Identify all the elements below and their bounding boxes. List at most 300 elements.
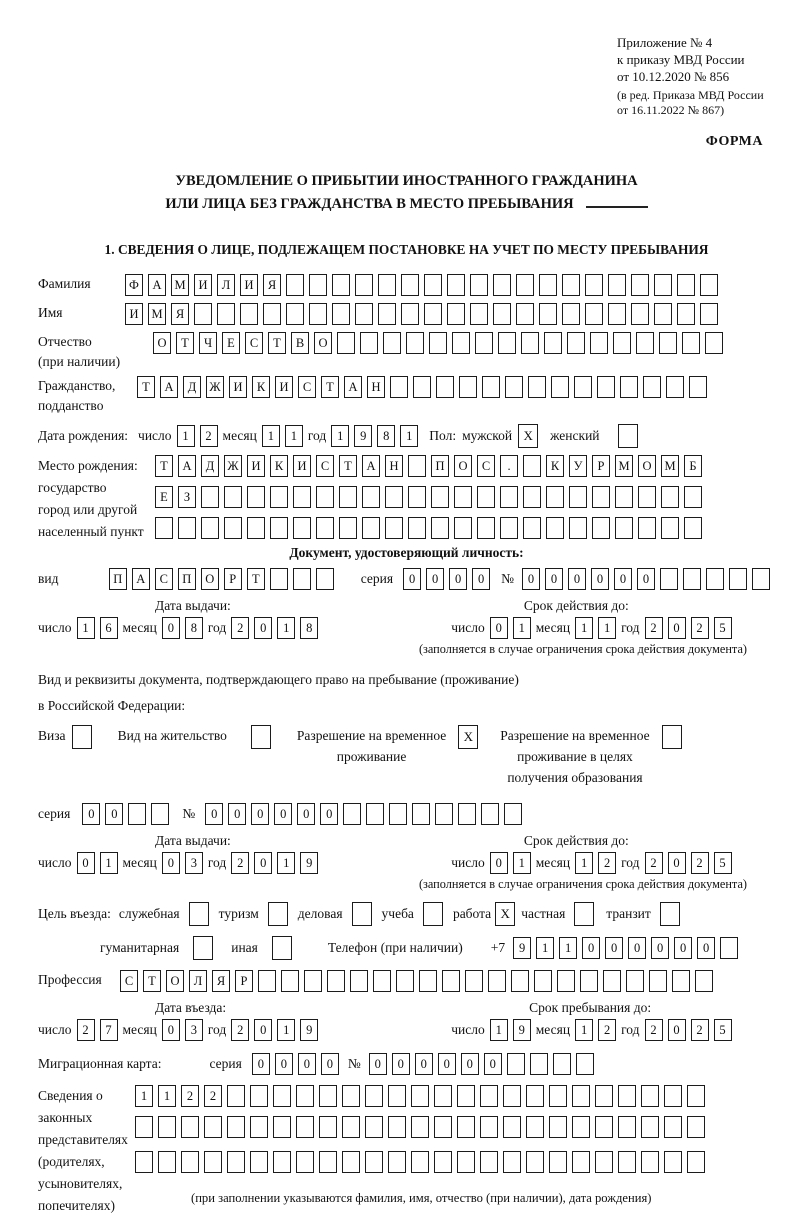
char-cell[interactable]: [227, 1151, 245, 1173]
char-cell[interactable]: [700, 274, 718, 296]
char-cell[interactable]: М: [661, 455, 679, 477]
char-cell[interactable]: 0: [674, 937, 692, 959]
char-cell[interactable]: [135, 1151, 153, 1173]
char-cell[interactable]: 0: [205, 803, 223, 825]
char-cell[interactable]: [423, 902, 443, 926]
char-cell[interactable]: 1: [277, 1019, 295, 1041]
char-cell[interactable]: [293, 568, 311, 590]
char-cell[interactable]: 0: [105, 803, 123, 825]
private-checkbox[interactable]: [574, 902, 594, 926]
char-cell[interactable]: [263, 303, 281, 325]
char-cell[interactable]: 2: [691, 852, 709, 874]
char-cell[interactable]: [352, 902, 372, 926]
char-cell[interactable]: Е: [155, 486, 173, 508]
char-cell[interactable]: [457, 1151, 475, 1173]
char-cell[interactable]: [273, 1151, 291, 1173]
char-cell[interactable]: [615, 486, 633, 508]
char-cell[interactable]: [419, 970, 437, 992]
char-cell[interactable]: [378, 303, 396, 325]
char-cell[interactable]: Д: [183, 376, 201, 398]
char-cell[interactable]: [636, 332, 654, 354]
char-cell[interactable]: [201, 517, 219, 539]
char-cell[interactable]: 1: [513, 852, 531, 874]
char-cell[interactable]: [480, 1085, 498, 1107]
char-cell[interactable]: [365, 1151, 383, 1173]
char-cell[interactable]: 0: [403, 568, 421, 590]
char-cell[interactable]: А: [132, 568, 150, 590]
char-cell[interactable]: [337, 332, 355, 354]
char-cell[interactable]: [459, 376, 477, 398]
char-cell[interactable]: [500, 486, 518, 508]
char-cell[interactable]: 2: [691, 617, 709, 639]
char-cell[interactable]: 1: [100, 852, 118, 874]
char-cell[interactable]: 0: [298, 1053, 316, 1075]
char-cell[interactable]: 2: [598, 1019, 616, 1041]
char-cell[interactable]: [270, 486, 288, 508]
char-cell[interactable]: Я: [263, 274, 281, 296]
char-cell[interactable]: З: [178, 486, 196, 508]
official-checkbox[interactable]: [189, 902, 209, 926]
char-cell[interactable]: [247, 517, 265, 539]
char-cell[interactable]: [729, 568, 747, 590]
char-cell[interactable]: [705, 332, 723, 354]
char-cell[interactable]: Я: [171, 303, 189, 325]
char-cell[interactable]: Т: [268, 332, 286, 354]
char-cell[interactable]: 2: [77, 1019, 95, 1041]
char-cell[interactable]: К: [270, 455, 288, 477]
char-cell[interactable]: О: [153, 332, 171, 354]
char-cell[interactable]: [155, 517, 173, 539]
char-cell[interactable]: 0: [369, 1053, 387, 1075]
char-cell[interactable]: [339, 517, 357, 539]
char-cell[interactable]: [654, 274, 672, 296]
char-cell[interactable]: 2: [231, 617, 249, 639]
char-cell[interactable]: [569, 486, 587, 508]
char-cell[interactable]: [551, 376, 569, 398]
char-cell[interactable]: 2: [645, 852, 663, 874]
char-cell[interactable]: [342, 1085, 360, 1107]
char-cell[interactable]: [270, 517, 288, 539]
char-cell[interactable]: [470, 303, 488, 325]
char-cell[interactable]: 0: [254, 852, 272, 874]
char-cell[interactable]: [507, 1053, 525, 1075]
char-cell[interactable]: 0: [162, 852, 180, 874]
char-cell[interactable]: 0: [321, 1053, 339, 1075]
char-cell[interactable]: [465, 970, 483, 992]
char-cell[interactable]: [189, 902, 209, 926]
char-cell[interactable]: [411, 1151, 429, 1173]
char-cell[interactable]: [672, 970, 690, 992]
char-cell[interactable]: [649, 970, 667, 992]
char-cell[interactable]: О: [201, 568, 219, 590]
char-cell[interactable]: [72, 725, 92, 749]
char-cell[interactable]: 2: [231, 1019, 249, 1041]
char-cell[interactable]: [332, 274, 350, 296]
char-cell[interactable]: А: [160, 376, 178, 398]
char-cell[interactable]: [684, 517, 702, 539]
char-cell[interactable]: [523, 455, 541, 477]
char-cell[interactable]: [424, 303, 442, 325]
char-cell[interactable]: [411, 1085, 429, 1107]
char-cell[interactable]: [343, 803, 361, 825]
business-checkbox[interactable]: [352, 902, 372, 926]
char-cell[interactable]: Р: [235, 970, 253, 992]
char-cell[interactable]: [339, 486, 357, 508]
char-cell[interactable]: [595, 1151, 613, 1173]
char-cell[interactable]: 0: [274, 803, 292, 825]
char-cell[interactable]: 0: [392, 1053, 410, 1075]
char-cell[interactable]: [580, 970, 598, 992]
char-cell[interactable]: [178, 517, 196, 539]
char-cell[interactable]: [549, 1116, 567, 1138]
char-cell[interactable]: П: [178, 568, 196, 590]
char-cell[interactable]: [700, 303, 718, 325]
char-cell[interactable]: С: [298, 376, 316, 398]
char-cell[interactable]: [595, 1085, 613, 1107]
char-cell[interactable]: [503, 1116, 521, 1138]
char-cell[interactable]: [342, 1151, 360, 1173]
char-cell[interactable]: 2: [645, 1019, 663, 1041]
char-cell[interactable]: С: [316, 455, 334, 477]
char-cell[interactable]: [201, 486, 219, 508]
char-cell[interactable]: 1: [135, 1085, 153, 1107]
char-cell[interactable]: [350, 970, 368, 992]
char-cell[interactable]: [293, 517, 311, 539]
char-cell[interactable]: [385, 517, 403, 539]
char-cell[interactable]: [293, 486, 311, 508]
char-cell[interactable]: [516, 274, 534, 296]
char-cell[interactable]: [475, 332, 493, 354]
char-cell[interactable]: [493, 303, 511, 325]
char-cell[interactable]: [458, 803, 476, 825]
char-cell[interactable]: [296, 1085, 314, 1107]
char-cell[interactable]: 1: [285, 425, 303, 447]
char-cell[interactable]: [309, 274, 327, 296]
char-cell[interactable]: [457, 1085, 475, 1107]
char-cell[interactable]: С: [245, 332, 263, 354]
char-cell[interactable]: А: [344, 376, 362, 398]
char-cell[interactable]: О: [166, 970, 184, 992]
tourism-checkbox[interactable]: [268, 902, 288, 926]
char-cell[interactable]: [342, 1116, 360, 1138]
char-cell[interactable]: Т: [155, 455, 173, 477]
char-cell[interactable]: 2: [691, 1019, 709, 1041]
char-cell[interactable]: X: [495, 902, 515, 926]
char-cell[interactable]: [286, 303, 304, 325]
residence-permit-checkbox[interactable]: [251, 725, 271, 749]
char-cell[interactable]: 0: [275, 1053, 293, 1075]
char-cell[interactable]: [272, 936, 292, 960]
char-cell[interactable]: И: [125, 303, 143, 325]
char-cell[interactable]: 0: [449, 568, 467, 590]
char-cell[interactable]: [481, 803, 499, 825]
char-cell[interactable]: [128, 803, 146, 825]
char-cell[interactable]: 0: [415, 1053, 433, 1075]
char-cell[interactable]: X: [518, 424, 538, 448]
char-cell[interactable]: [482, 376, 500, 398]
char-cell[interactable]: [613, 332, 631, 354]
char-cell[interactable]: У: [569, 455, 587, 477]
char-cell[interactable]: [424, 274, 442, 296]
char-cell[interactable]: [396, 970, 414, 992]
char-cell[interactable]: [618, 1085, 636, 1107]
char-cell[interactable]: [204, 1116, 222, 1138]
char-cell[interactable]: [683, 568, 701, 590]
char-cell[interactable]: [664, 1151, 682, 1173]
char-cell[interactable]: И: [194, 274, 212, 296]
char-cell[interactable]: [477, 517, 495, 539]
char-cell[interactable]: [654, 303, 672, 325]
edu-permit-checkbox[interactable]: [662, 725, 682, 749]
char-cell[interactable]: [631, 303, 649, 325]
char-cell[interactable]: 2: [181, 1085, 199, 1107]
char-cell[interactable]: [608, 274, 626, 296]
char-cell[interactable]: М: [171, 274, 189, 296]
char-cell[interactable]: 2: [204, 1085, 222, 1107]
char-cell[interactable]: Т: [137, 376, 155, 398]
char-cell[interactable]: [498, 332, 516, 354]
char-cell[interactable]: [224, 517, 242, 539]
char-cell[interactable]: [546, 486, 564, 508]
char-cell[interactable]: 1: [262, 425, 280, 447]
char-cell[interactable]: 0: [605, 937, 623, 959]
char-cell[interactable]: [366, 803, 384, 825]
char-cell[interactable]: X: [458, 725, 478, 749]
char-cell[interactable]: [500, 517, 518, 539]
char-cell[interactable]: [251, 725, 271, 749]
char-cell[interactable]: [539, 303, 557, 325]
char-cell[interactable]: 0: [484, 1053, 502, 1075]
char-cell[interactable]: [641, 1116, 659, 1138]
char-cell[interactable]: [408, 517, 426, 539]
char-cell[interactable]: [544, 332, 562, 354]
char-cell[interactable]: [296, 1151, 314, 1173]
char-cell[interactable]: [505, 376, 523, 398]
char-cell[interactable]: 0: [697, 937, 715, 959]
char-cell[interactable]: [355, 274, 373, 296]
char-cell[interactable]: 1: [598, 617, 616, 639]
humanitarian-checkbox[interactable]: [193, 936, 213, 960]
char-cell[interactable]: [488, 970, 506, 992]
char-cell[interactable]: 1: [575, 852, 593, 874]
char-cell[interactable]: [194, 303, 212, 325]
char-cell[interactable]: [151, 803, 169, 825]
char-cell[interactable]: А: [148, 274, 166, 296]
char-cell[interactable]: 0: [228, 803, 246, 825]
char-cell[interactable]: [480, 1116, 498, 1138]
char-cell[interactable]: [158, 1116, 176, 1138]
char-cell[interactable]: [412, 803, 430, 825]
char-cell[interactable]: Т: [143, 970, 161, 992]
char-cell[interactable]: [319, 1151, 337, 1173]
char-cell[interactable]: 1: [536, 937, 554, 959]
work-checkbox[interactable]: [495, 902, 515, 926]
temp-permit-checkbox[interactable]: [458, 725, 478, 749]
char-cell[interactable]: 3: [185, 1019, 203, 1041]
char-cell[interactable]: [388, 1116, 406, 1138]
char-cell[interactable]: [752, 568, 770, 590]
char-cell[interactable]: [250, 1151, 268, 1173]
char-cell[interactable]: [365, 1085, 383, 1107]
char-cell[interactable]: [523, 517, 541, 539]
char-cell[interactable]: [526, 1116, 544, 1138]
char-cell[interactable]: [684, 486, 702, 508]
char-cell[interactable]: [530, 1053, 548, 1075]
char-cell[interactable]: [608, 303, 626, 325]
char-cell[interactable]: [664, 1085, 682, 1107]
other-checkbox[interactable]: [272, 936, 292, 960]
char-cell[interactable]: О: [454, 455, 472, 477]
char-cell[interactable]: 0: [614, 568, 632, 590]
char-cell[interactable]: 0: [490, 852, 508, 874]
char-cell[interactable]: 1: [513, 617, 531, 639]
char-cell[interactable]: 0: [472, 568, 490, 590]
char-cell[interactable]: [477, 486, 495, 508]
char-cell[interactable]: 9: [513, 1019, 531, 1041]
char-cell[interactable]: [618, 1151, 636, 1173]
transit-checkbox[interactable]: [660, 902, 680, 926]
char-cell[interactable]: [250, 1085, 268, 1107]
char-cell[interactable]: Я: [212, 970, 230, 992]
char-cell[interactable]: [706, 568, 724, 590]
char-cell[interactable]: [454, 517, 472, 539]
char-cell[interactable]: [549, 1085, 567, 1107]
char-cell[interactable]: [447, 303, 465, 325]
char-cell[interactable]: Ж: [206, 376, 224, 398]
char-cell[interactable]: 0: [522, 568, 540, 590]
char-cell[interactable]: [689, 376, 707, 398]
char-cell[interactable]: [434, 1085, 452, 1107]
char-cell[interactable]: [388, 1151, 406, 1173]
char-cell[interactable]: [327, 970, 345, 992]
char-cell[interactable]: [316, 486, 334, 508]
char-cell[interactable]: [618, 1116, 636, 1138]
char-cell[interactable]: [638, 517, 656, 539]
char-cell[interactable]: И: [275, 376, 293, 398]
char-cell[interactable]: Т: [176, 332, 194, 354]
visa-checkbox[interactable]: [72, 725, 92, 749]
char-cell[interactable]: [355, 303, 373, 325]
char-cell[interactable]: [661, 517, 679, 539]
char-cell[interactable]: [615, 517, 633, 539]
char-cell[interactable]: 1: [77, 617, 95, 639]
char-cell[interactable]: [181, 1116, 199, 1138]
char-cell[interactable]: [626, 970, 644, 992]
char-cell[interactable]: 6: [100, 617, 118, 639]
char-cell[interactable]: [319, 1085, 337, 1107]
char-cell[interactable]: [273, 1085, 291, 1107]
char-cell[interactable]: [362, 517, 380, 539]
char-cell[interactable]: 9: [300, 1019, 318, 1041]
char-cell[interactable]: [389, 803, 407, 825]
char-cell[interactable]: [401, 274, 419, 296]
char-cell[interactable]: 1: [400, 425, 418, 447]
char-cell[interactable]: 9: [354, 425, 372, 447]
char-cell[interactable]: [562, 303, 580, 325]
char-cell[interactable]: [270, 568, 288, 590]
char-cell[interactable]: 2: [200, 425, 218, 447]
char-cell[interactable]: [503, 1085, 521, 1107]
char-cell[interactable]: [585, 303, 603, 325]
char-cell[interactable]: [557, 970, 575, 992]
char-cell[interactable]: 8: [300, 617, 318, 639]
char-cell[interactable]: 0: [490, 617, 508, 639]
char-cell[interactable]: 0: [254, 1019, 272, 1041]
char-cell[interactable]: [660, 902, 680, 926]
char-cell[interactable]: [592, 517, 610, 539]
char-cell[interactable]: 3: [185, 852, 203, 874]
char-cell[interactable]: [659, 332, 677, 354]
char-cell[interactable]: Т: [339, 455, 357, 477]
char-cell[interactable]: [585, 274, 603, 296]
char-cell[interactable]: Ф: [125, 274, 143, 296]
char-cell[interactable]: Л: [189, 970, 207, 992]
char-cell[interactable]: 9: [300, 852, 318, 874]
char-cell[interactable]: [493, 274, 511, 296]
char-cell[interactable]: 7: [100, 1019, 118, 1041]
char-cell[interactable]: [641, 1085, 659, 1107]
char-cell[interactable]: [569, 517, 587, 539]
char-cell[interactable]: М: [615, 455, 633, 477]
char-cell[interactable]: [511, 970, 529, 992]
char-cell[interactable]: [286, 274, 304, 296]
char-cell[interactable]: [217, 303, 235, 325]
char-cell[interactable]: 1: [490, 1019, 508, 1041]
char-cell[interactable]: 0: [254, 617, 272, 639]
char-cell[interactable]: [504, 803, 522, 825]
char-cell[interactable]: 0: [545, 568, 563, 590]
char-cell[interactable]: К: [546, 455, 564, 477]
char-cell[interactable]: [660, 568, 678, 590]
char-cell[interactable]: [534, 970, 552, 992]
char-cell[interactable]: [457, 1116, 475, 1138]
char-cell[interactable]: [523, 486, 541, 508]
char-cell[interactable]: И: [293, 455, 311, 477]
char-cell[interactable]: И: [247, 455, 265, 477]
char-cell[interactable]: [447, 274, 465, 296]
char-cell[interactable]: [135, 1116, 153, 1138]
char-cell[interactable]: 0: [628, 937, 646, 959]
char-cell[interactable]: [549, 1151, 567, 1173]
char-cell[interactable]: 2: [598, 852, 616, 874]
char-cell[interactable]: [567, 332, 585, 354]
char-cell[interactable]: [316, 568, 334, 590]
char-cell[interactable]: Ч: [199, 332, 217, 354]
char-cell[interactable]: 0: [426, 568, 444, 590]
char-cell[interactable]: 0: [591, 568, 609, 590]
char-cell[interactable]: 1: [277, 852, 295, 874]
char-cell[interactable]: 0: [77, 852, 95, 874]
char-cell[interactable]: [526, 1151, 544, 1173]
char-cell[interactable]: [362, 486, 380, 508]
char-cell[interactable]: [574, 376, 592, 398]
char-cell[interactable]: К: [252, 376, 270, 398]
char-cell[interactable]: [720, 937, 738, 959]
char-cell[interactable]: [360, 332, 378, 354]
char-cell[interactable]: [435, 803, 453, 825]
char-cell[interactable]: 1: [277, 617, 295, 639]
char-cell[interactable]: [664, 1116, 682, 1138]
char-cell[interactable]: Р: [592, 455, 610, 477]
char-cell[interactable]: [273, 1116, 291, 1138]
char-cell[interactable]: 0: [82, 803, 100, 825]
char-cell[interactable]: 1: [575, 1019, 593, 1041]
char-cell[interactable]: [258, 970, 276, 992]
char-cell[interactable]: [224, 486, 242, 508]
char-cell[interactable]: [576, 1053, 594, 1075]
char-cell[interactable]: [631, 274, 649, 296]
char-cell[interactable]: [620, 376, 638, 398]
